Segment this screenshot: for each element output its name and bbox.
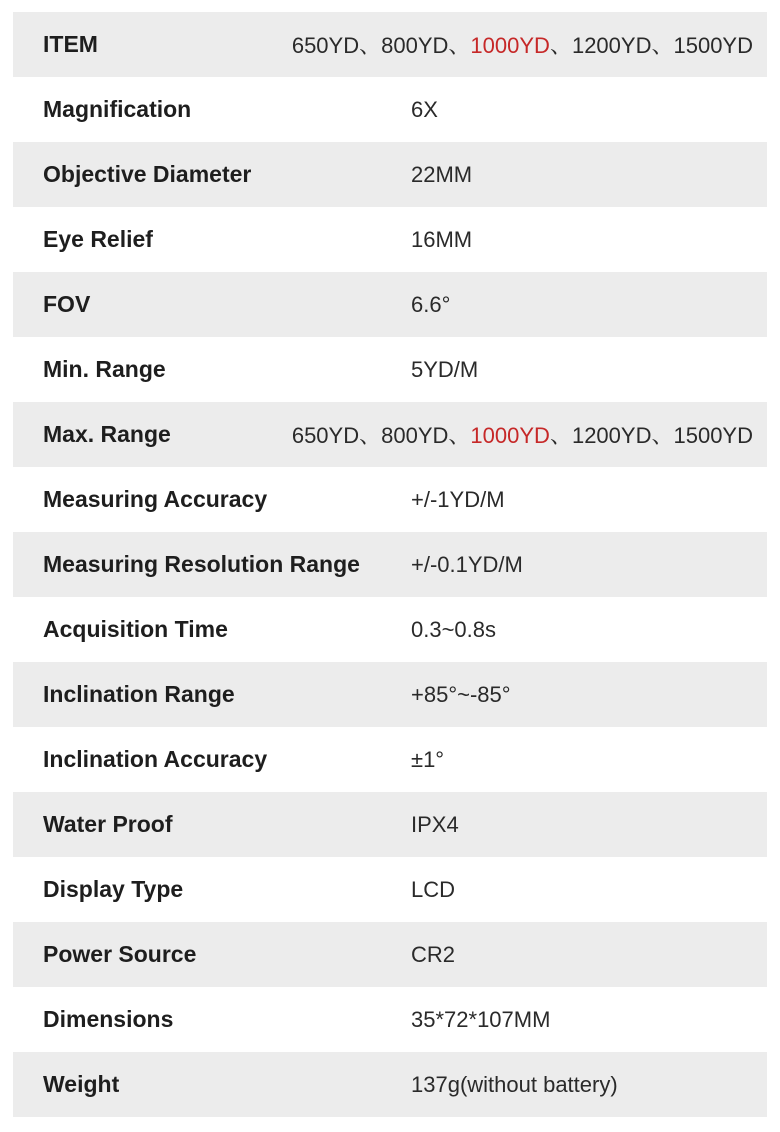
spec-option: 1200YD (571, 423, 652, 448)
spec-option: 1500YD (673, 33, 753, 58)
spec-option-highlighted: 1000YD (470, 423, 550, 448)
spec-label: FOV (43, 291, 91, 317)
spec-value: 6X (411, 96, 438, 122)
spec-label: Magnification (43, 96, 192, 122)
spec-option: 1500YD (673, 423, 753, 448)
spec-label: Power Source (43, 941, 197, 967)
spec-value: +/-0.1YD/M (411, 551, 523, 577)
spec-value: LCD (411, 876, 456, 902)
spec-row (13, 792, 767, 857)
option-separator: 、 (651, 33, 674, 58)
spec-value: CR2 (411, 941, 456, 967)
spec-row (13, 402, 767, 467)
spec-row (13, 467, 767, 532)
spec-row (13, 857, 767, 922)
spec-value: +/-1YD/M (411, 486, 505, 512)
spec-option: 1200YD (571, 33, 652, 58)
spec-label: ITEM (43, 31, 98, 57)
spec-row (13, 1052, 767, 1117)
option-separator: 、 (549, 33, 572, 58)
spec-value: 35*72*107MM (411, 1006, 551, 1032)
spec-row (13, 337, 767, 402)
spec-table (13, 12, 767, 1117)
spec-value: 16MM (411, 226, 473, 252)
spec-label: Measuring Resolution Range (43, 551, 360, 577)
spec-value: 137g(without battery) (411, 1071, 618, 1097)
spec-row (13, 207, 767, 272)
spec-option: 800YD (381, 423, 449, 448)
option-separator: 、 (448, 423, 471, 448)
spec-value: 5YD/M (411, 356, 479, 382)
spec-row (13, 727, 767, 792)
spec-row (13, 922, 767, 987)
spec-option: 650YD (291, 423, 360, 448)
spec-label: Dimensions (43, 1006, 174, 1032)
spec-label: Inclination Range (43, 681, 235, 707)
spec-value: 22MM (411, 161, 473, 187)
spec-value: IPX4 (411, 811, 459, 837)
spec-label: Inclination Accuracy (43, 746, 268, 772)
spec-row (13, 662, 767, 727)
spec-row (13, 597, 767, 662)
spec-label: Display Type (43, 876, 184, 902)
option-separator: 、 (359, 33, 382, 58)
option-separator: 、 (359, 423, 382, 448)
spec-label: Eye Relief (43, 226, 153, 252)
option-separator: 、 (549, 423, 572, 448)
spec-row (13, 272, 767, 337)
spec-label: Objective Diameter (43, 161, 252, 187)
spec-row (13, 532, 767, 597)
spec-option-highlighted: 1000YD (470, 33, 550, 58)
spec-label: Min. Range (43, 356, 166, 382)
spec-option: 650YD (291, 33, 360, 58)
spec-label: Weight (43, 1071, 120, 1097)
spec-label: Acquisition Time (43, 616, 228, 642)
spec-label: Max. Range (43, 421, 171, 447)
spec-value-options (292, 29, 753, 60)
spec-label: Measuring Accuracy (43, 486, 268, 512)
spec-row (13, 77, 767, 142)
option-separator: 、 (651, 423, 674, 448)
spec-value: 0.3~0.8s (411, 616, 497, 642)
option-separator: 、 (448, 33, 471, 58)
spec-label: Water Proof (43, 811, 173, 837)
spec-row (13, 12, 767, 77)
spec-option: 800YD (381, 33, 449, 58)
spec-value-options (292, 419, 753, 450)
spec-row (13, 142, 767, 207)
spec-value: ±1° (411, 746, 445, 772)
spec-value: +85°~-85° (411, 681, 511, 707)
spec-value: 6.6° (411, 291, 451, 317)
spec-row (13, 987, 767, 1052)
